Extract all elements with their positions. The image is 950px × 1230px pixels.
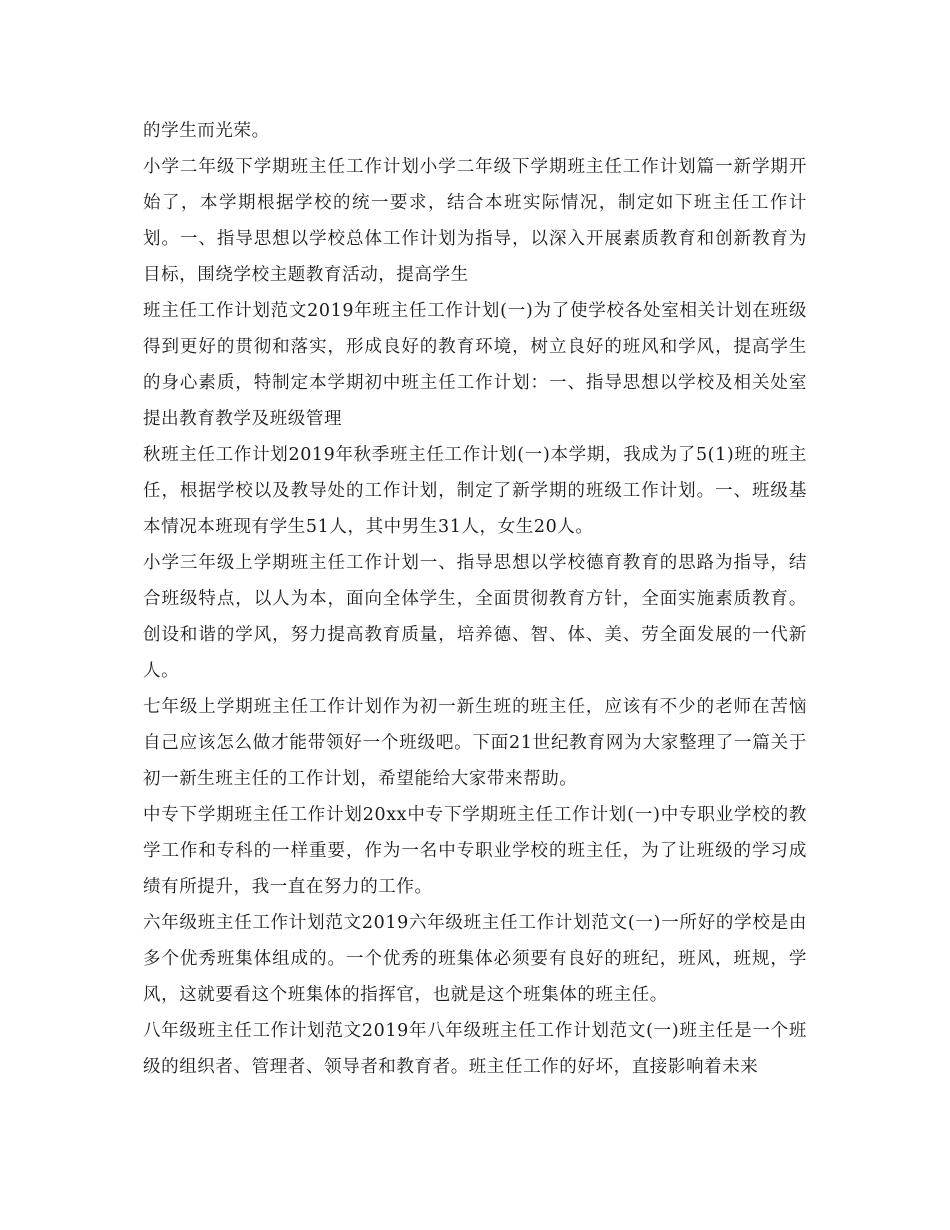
paragraph-grade8-plan: 八年级班主任工作计划范文2019年八年级班主任工作计划范文(一)班主任是一个班级的组织者、管理者、领导者和教育者。班主任工作的好坏，直接影响着未来 — [143, 1021, 807, 1077]
paragraph-grade7-plan: 七年级上学期班主任工作计划作为初一新生班的班主任，应该有不少的老师在苦恼自己应该怎么做才能带领好一个班级吧。下面21世纪教育网为大家整理了一篇关于初一新生班主任的工作计划，希望能给大家带来帮助。 — [143, 697, 807, 789]
paragraph-class-teacher-plan: 班主任工作计划范文2019年班主任工作计划(一)为了使学校各处室相关计划在班级得到更好的贯彻和落实，形成良好的教育环境，树立良好的班风和学风，提高学生的身心素质，特制定本学期初中班主任工作计划：一、指导思想以学校及相关处室提出教育教学及班级管理 — [143, 301, 807, 429]
paragraph-vocational-plan: 中专下学期班主任工作计划20xx中专下学期班主任工作计划(一)中专职业学校的教学工作和专科的一样重要，作为一名中专职业学校的班主任，为了让班级的学习成绩有所提升，我一直在努力的工作。 — [143, 805, 807, 897]
paragraph-autumn-plan: 秋班主任工作计划2019年秋季班主任工作计划(一)本学期，我成为了5(1)班的班主任，根据学校以及教导处的工作计划，制定了新学期的班级工作计划。一、班级基本情况本班现有学生51人，其中男生31人，女生20人。 — [143, 445, 807, 537]
document-body — [143, 113, 807, 1085]
paragraph-grade2-plan: 小学二年级下学期班主任工作计划小学二年级下学期班主任工作计划篇一新学期开始了，本学期根据学校的统一要求，结合本班实际情况，制定如下班主任工作计划。一、指导思想以学校总体工作计划为指导，以深入开展素质教育和创新教育为目标，围绕学校主题教育活动，提高学生 — [143, 157, 807, 285]
paragraph-continuation: 的学生而光荣。 — [143, 121, 270, 141]
paragraph-grade3-plan: 小学三年级上学期班主任工作计划一、指导思想以学校德育教育的思路为指导，结合班级特点，以人为本，面向全体学生，全面贯彻教育方针，全面实施素质教育。创设和谐的学风，努力提高教育质量，培养德、智、体、美、劳全面发展的一代新人。 — [143, 553, 807, 681]
paragraph-grade6-plan: 六年级班主任工作计划范文2019六年级班主任工作计划范文(一)一所好的学校是由多个优秀班集体组成的。一个优秀的班集体必须要有良好的班纪，班风，班规，学风，这就要看这个班集体的指挥官，也就是这个班集体的班主任。 — [143, 913, 807, 1005]
